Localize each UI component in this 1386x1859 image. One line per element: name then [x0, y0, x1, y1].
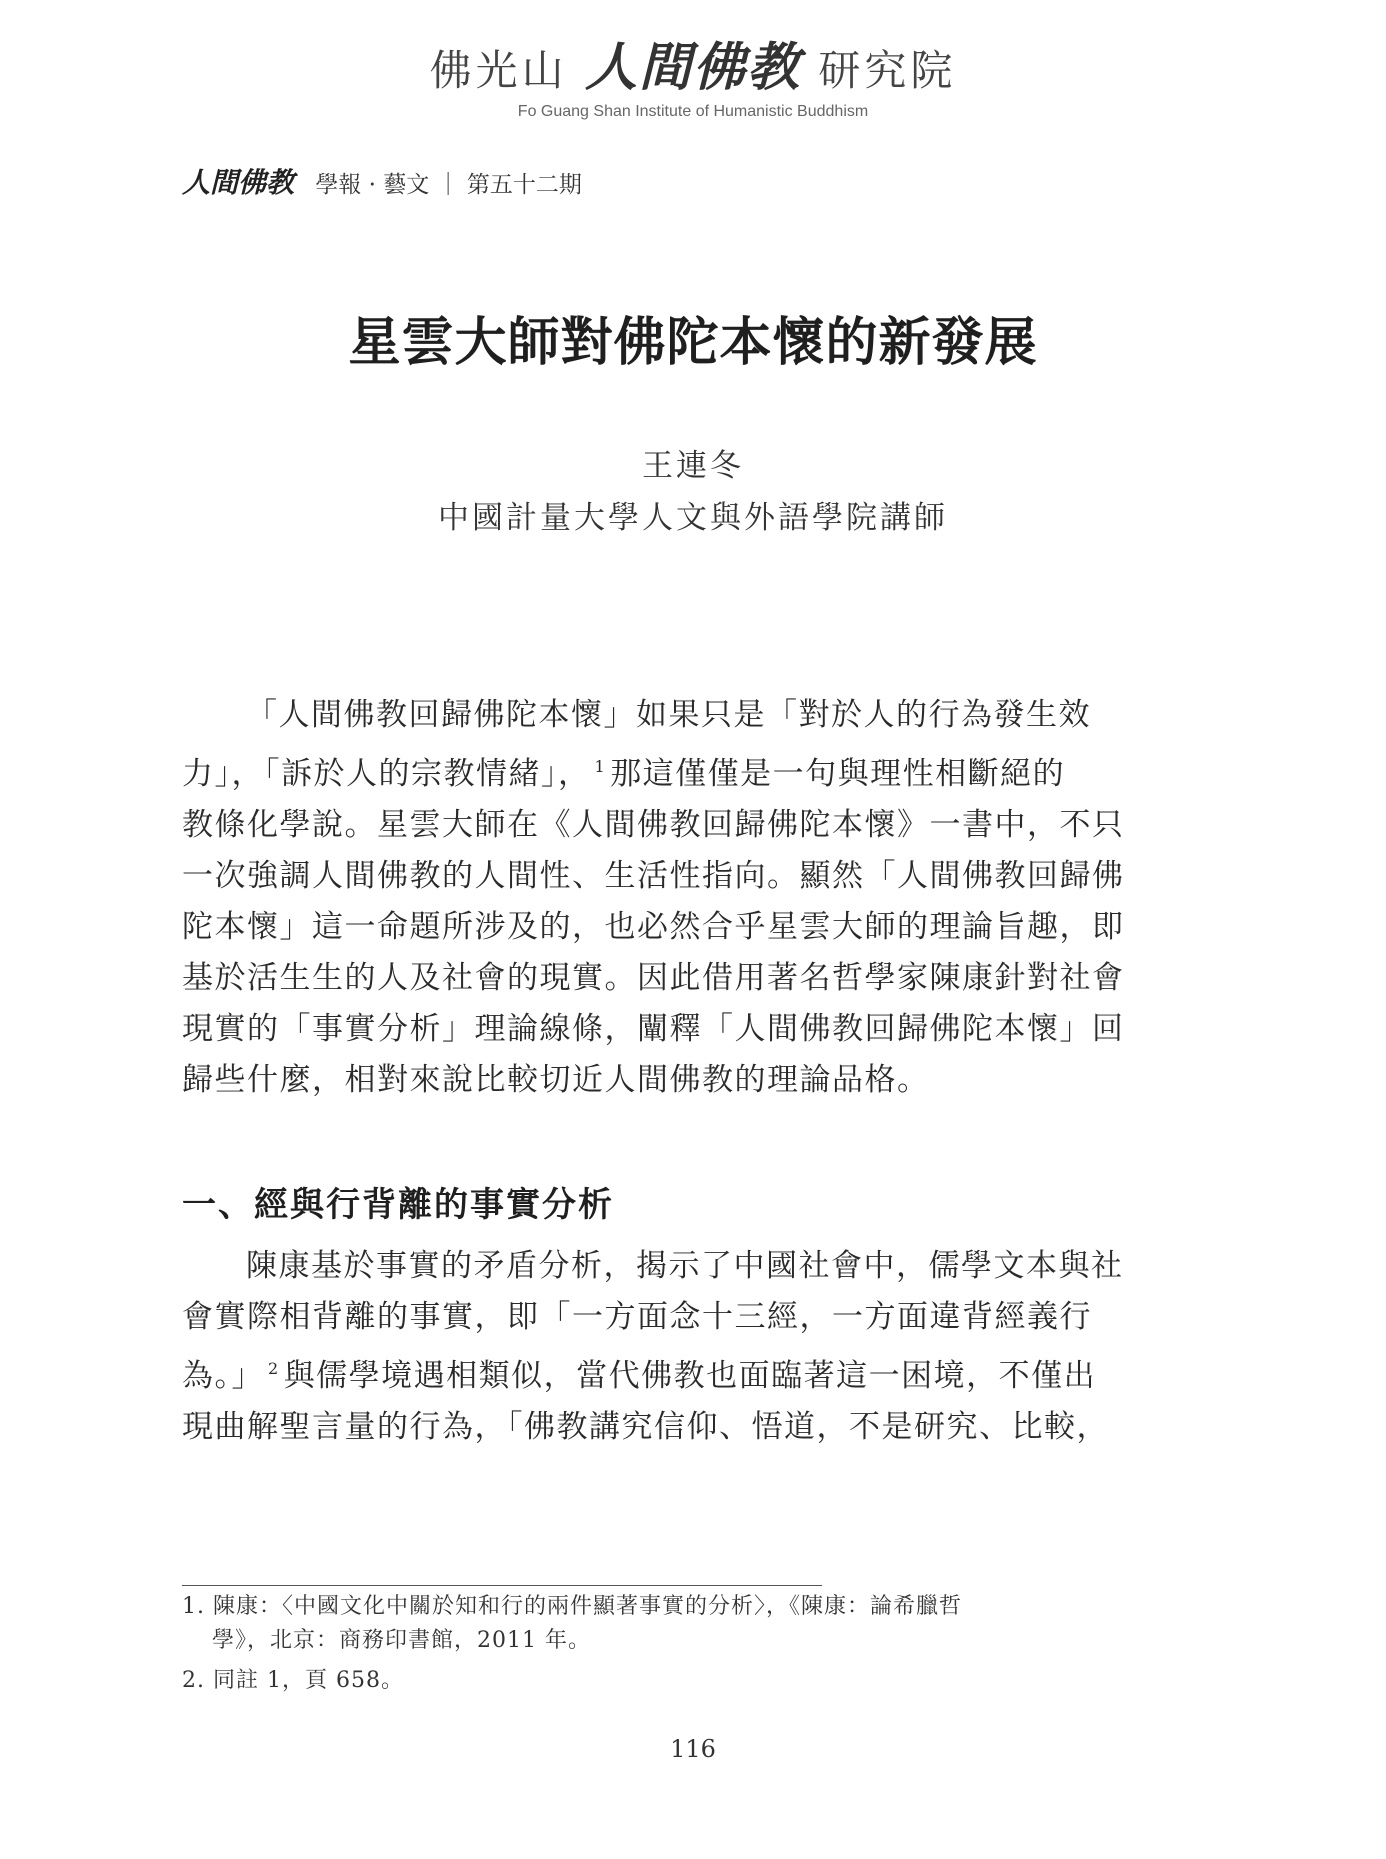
footnote-2: [182, 1664, 1182, 1698]
text-line: 陳康基於事實的矛盾分析，揭示了中國社會中，儒學文本與社: [246, 1248, 1124, 1284]
text-line: 陀本懷」這一命題所涉及的，也必然合乎星雲大師的理論旨趣，即: [182, 909, 1125, 945]
journal-issue: 第五十二期: [466, 172, 582, 198]
text-line: 歸些什麼，相對來說比較切近人間佛教的理論品格。: [182, 1062, 930, 1098]
journal-separator: ｜: [436, 172, 467, 198]
masthead-subtitle: Fo Guang Shan Institute of Humanistic Buddhism: [517, 103, 869, 120]
page-number: 116: [670, 1735, 716, 1763]
text-line: 基於活生生的人及社會的現實。因此借用著名哲學家陳康針對社會: [182, 960, 1125, 996]
article-author: 王連冬: [642, 448, 744, 484]
text-span: 力」，「訴於人的宗教情緒」，: [182, 756, 591, 792]
paragraph-section1: [182, 1241, 1182, 1453]
institute-logo: [0, 37, 1386, 99]
author-affiliation: 中國計量大學人文與外語學院講師: [438, 500, 948, 536]
masthead: [0, 37, 1386, 121]
text-line: 現曲解聖言量的行為，「佛教講究信仰、悟道，不是研究、比較，: [182, 1409, 1109, 1445]
footnote-ref-1[interactable]: 1: [594, 757, 607, 776]
footnote-1: [182, 1590, 1182, 1658]
text-span: 那這僅僅是一句與理性相斷絕的: [610, 756, 1066, 792]
article-title: 星雲大師對佛陀本懷的新發展: [348, 312, 1038, 373]
text-line: 現實的「事實分析」理論線條，闡釋「人間佛教回歸佛陀本懷」回: [182, 1011, 1125, 1047]
paragraph-intro: [182, 690, 1182, 1106]
journal-brand: 人間佛教: [182, 166, 295, 199]
text-line: [182, 1343, 1182, 1402]
footnote-ref-2[interactable]: 2: [268, 1359, 280, 1378]
text-span: 為。」: [182, 1358, 264, 1394]
text-line: 會實際相背離的事實，即「一方面念十三經，一方面違背經義行: [182, 1299, 1092, 1335]
text-line: 一次強調人間佛教的人間性、生活性指向。顯然「人間佛教回歸佛: [182, 858, 1125, 894]
text-line: 教條化學說。星雲大師在《人間佛教回歸佛陀本懷》一書中，不只: [182, 807, 1125, 843]
text-span: 與儒學境遇相類似，當代佛教也面臨著這一困境，不僅出: [283, 1358, 1097, 1394]
journal-header: [182, 166, 582, 202]
footnote-line: 學》，北京：商務印書館，2011 年。: [212, 1628, 591, 1653]
masthead-left: 佛光山: [429, 46, 568, 95]
footnote-line: 2. 同註 1，頁 658。: [182, 1668, 404, 1693]
text-line: 「人間佛教回歸佛陀本懷」如果只是「對於人的行為發生效: [246, 697, 1091, 733]
section-heading: 一、經與行背離的事實分析: [182, 1185, 614, 1225]
footnote-line: 1. 陳康：〈中國文化中關於知和行的兩件顯著事實的分析〉，《陳康：論希臘哲: [182, 1594, 962, 1619]
footnote-divider: [182, 1585, 822, 1586]
masthead-brand: 人間佛教: [584, 37, 801, 98]
journal-name: 學報 · 藝文: [315, 172, 430, 198]
masthead-right: 研究院: [818, 46, 957, 95]
text-line: [182, 741, 1182, 800]
